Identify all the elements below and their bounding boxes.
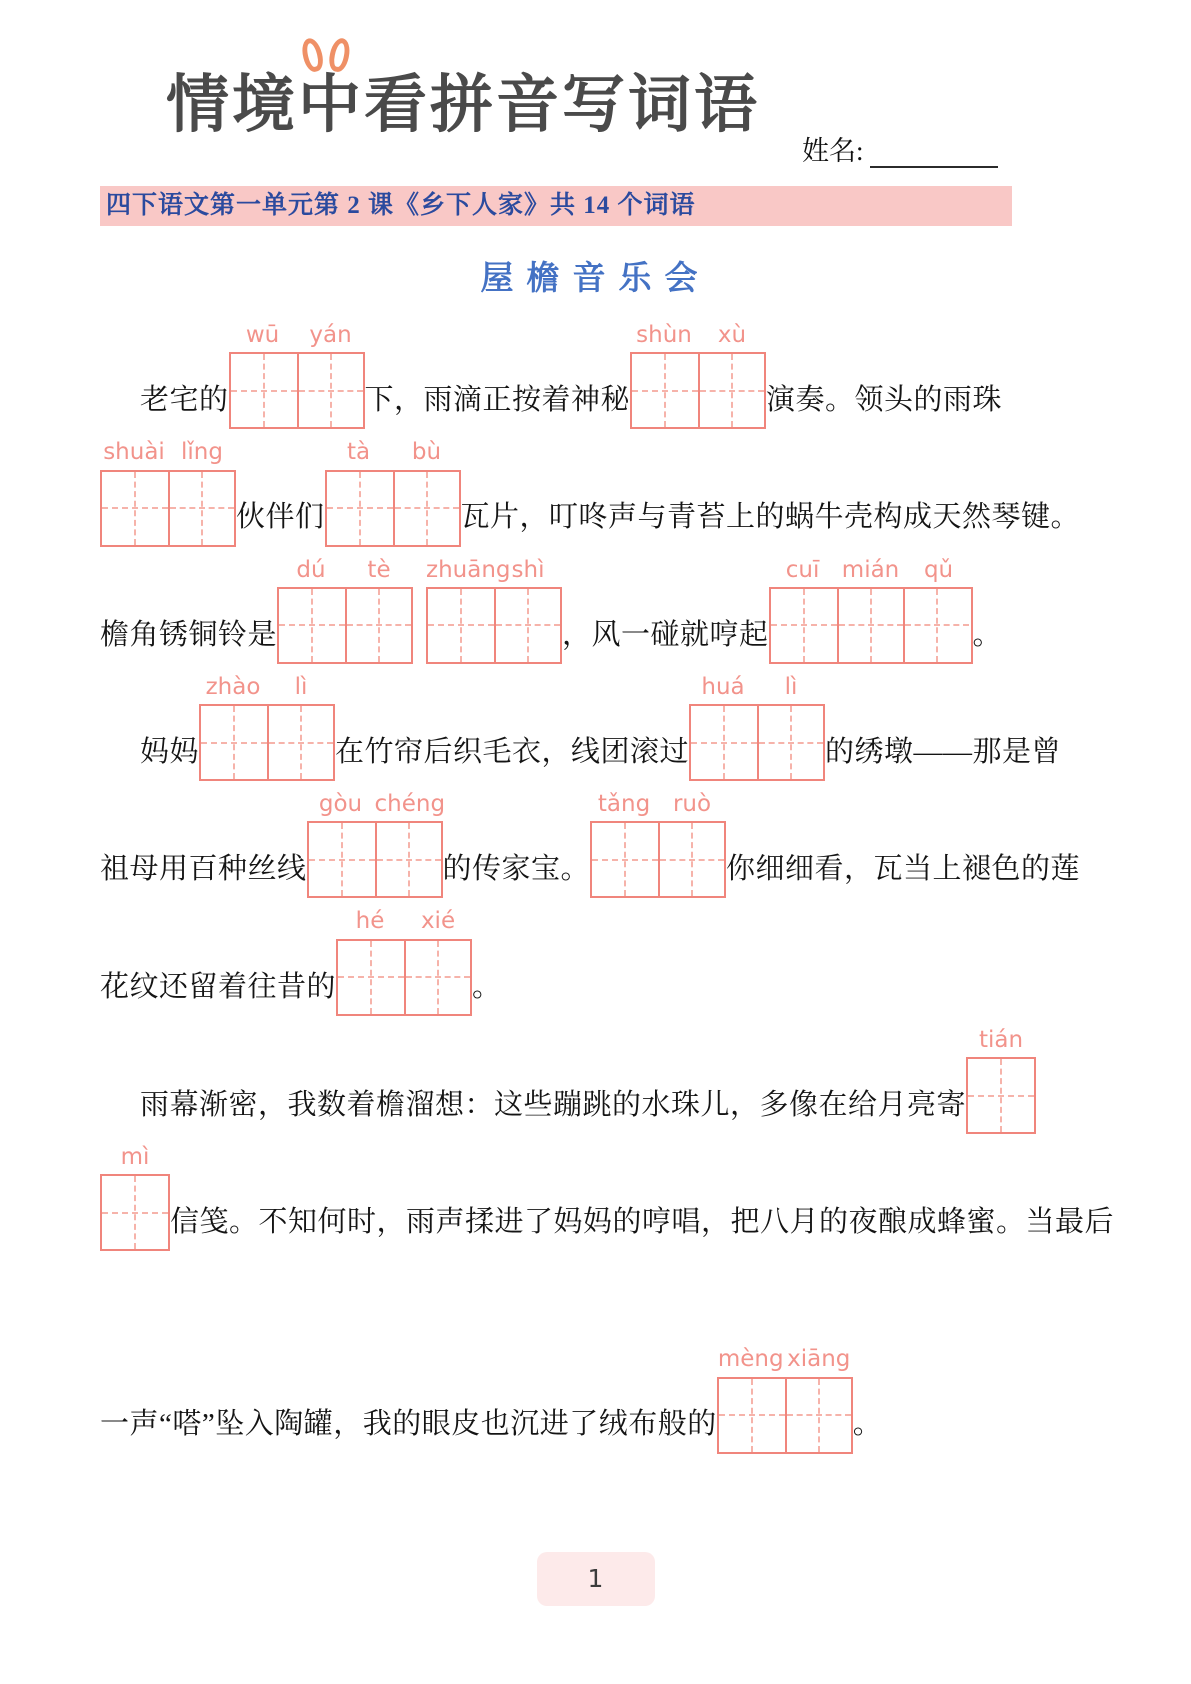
writing-cells [277,587,413,664]
logo-text-zhong: 中 [298,68,364,141]
writing-cells [966,1057,1036,1134]
pinyin-syllable: dú [296,556,326,583]
sentence-text: 。 [972,618,1003,651]
writing-cell[interactable] [279,589,345,662]
pinyin-syllable: yán [309,322,352,348]
writing-cells [199,704,335,781]
sentence-text: 演奏。领头的雨珠 [766,384,1003,417]
pinyin-word-box-wū-yán [229,323,365,429]
sentence-text: 的传家宝。 [442,853,591,886]
pinyin-label [426,558,562,583]
pinyin-syllable: shì [511,556,545,583]
writing-cells [336,939,472,1016]
logo-text-right: 看拼音写词语 [364,68,760,141]
writing-cells [689,704,825,781]
sentence-line-4 [100,675,1091,781]
pinyin-label [199,675,335,700]
writing-cell[interactable] [785,1379,851,1452]
writing-cell[interactable] [719,1379,785,1452]
sentence-text: 花纹还留着往昔的 [100,970,337,1003]
pinyin-syllable: xié [420,908,456,935]
writing-cell[interactable] [102,1176,168,1249]
pinyin-word-box-cuī-mián-qǔ [769,558,973,664]
pinyin-label [769,558,973,583]
writing-cell[interactable] [231,354,297,427]
writing-cells [325,470,461,547]
writing-cells [100,1174,170,1251]
sentence-line-1 [100,323,1091,429]
writing-cells [590,821,726,898]
pinyin-label [689,675,825,700]
writing-cell[interactable] [691,706,757,779]
pinyin-syllable: tà [346,439,371,466]
pinyin-word-box-tián [966,1028,1036,1134]
pinyin-syllable: qǔ [923,556,954,583]
pinyin-syllable: zhào [205,673,261,700]
writing-cells [307,821,443,898]
writing-cell[interactable] [968,1059,1034,1132]
writing-cell[interactable] [297,354,363,427]
sentence-text: 的绣墩——那是曾 [825,735,1062,768]
writing-cells [229,352,365,429]
writing-cell[interactable] [658,823,724,896]
pinyin-syllable: xù [717,322,747,348]
pinyin-word-box-dú-tè [277,558,413,664]
pinyin-label [307,791,446,818]
logo-text-left: 情境 [166,68,298,141]
sentence-line-6 [100,909,1091,1015]
sentence-text: 瓦片，叮咚声与青苔上的蜗牛壳构成天然琴键。 [460,501,1081,534]
writing-cell[interactable] [267,706,333,779]
pinyin-syllable: bù [411,439,442,466]
sentence-text: 妈妈 [140,735,200,768]
sentence-text: 一声“嗒”坠入陶罐，我的眼皮也沉进了绒布般的 [100,1408,717,1441]
sentence-text: ，风一碰就哼起 [562,618,769,651]
pinyin-label [336,909,472,934]
writing-cell[interactable] [201,706,267,779]
pinyin-syllable: ruò [672,791,712,818]
writing-cell[interactable] [338,941,404,1014]
pinyin-word-box-huá-lì [689,675,825,781]
pinyin-word-box-shuài-lǐng [100,440,236,546]
pinyin-syllable: tè [367,556,391,583]
writing-cell[interactable] [698,354,764,427]
pinyin-word-box-hé-xié [336,909,472,1015]
sentence-line-3 [100,558,1091,664]
pinyin-word-box-mèng-xiāng [717,1347,853,1453]
writing-cell[interactable] [345,589,411,662]
pinyin-label [325,440,461,465]
pinyin-word-box-mì [100,1145,170,1251]
pinyin-label [590,792,726,817]
sentence-text: 老宅的 [140,384,229,417]
pinyin-syllable: gòu [318,791,363,818]
pinyin-label [717,1347,853,1372]
sentence-text: 伙伴们 [236,501,325,534]
pinyin-syllable: lì [294,673,308,700]
writing-cell[interactable] [404,941,470,1014]
sentence-line-2 [100,440,1091,546]
writing-cell[interactable] [375,823,441,896]
pinyin-syllable: mián [841,556,900,583]
pinyin-label [966,1028,1036,1053]
sentence-text: 信笺。不知何时，雨声揉进了妈妈的哼唱，把八月的夜酿成蜂蜜。当最后 [170,1206,1115,1239]
page-number-badge: 1 [537,1552,655,1606]
writing-cell[interactable] [837,589,903,662]
worksheet-body [100,322,1115,1454]
writing-cells [769,587,973,664]
pinyin-syllable: lì [784,673,798,700]
writing-cell[interactable] [757,706,823,779]
pinyin-syllable: huá [701,673,745,700]
writing-cells [717,1377,853,1454]
sentence-text: 在竹帘后织毛衣，线团滚过 [335,735,690,768]
sentence-text: 。 [852,1408,883,1441]
pinyin-syllable: lǐng [181,439,223,466]
name-label: 姓名: [802,136,864,166]
pinyin-word-box-zhuāng-shì [426,558,562,664]
pinyin-syllable: shuài [103,439,165,466]
pinyin-syllable: shùn [636,322,692,348]
pinyin-syllable: mèng [717,1346,784,1373]
sentence-text: 雨幕渐密，我数着檐溜想：这些蹦跳的水珠儿，多像在给月亮寄 [140,1088,967,1121]
pinyin-syllable: cuī [785,556,820,583]
sentence-line-7 [100,1028,1091,1134]
page-title: 屋檐音乐会 [480,261,711,297]
writing-cell[interactable] [327,472,393,545]
pinyin-label [100,1145,170,1170]
pinyin-label [630,323,766,348]
page-header [0,0,1191,172]
sentence-text: 祖母用百种丝线 [100,853,307,886]
writing-cell[interactable] [632,354,698,427]
writing-cells [426,587,562,664]
pinyin-word-box-gòu-chéng [307,791,446,898]
name-row [802,129,998,168]
logo-zhong-character [298,64,364,146]
writing-cell[interactable] [903,589,969,662]
writing-cell[interactable] [428,589,494,662]
writing-cell[interactable] [168,472,234,545]
lesson-banner: 四下语文第一单元第 2 课《乡下人家》共 14 个词语 [100,186,1012,226]
pinyin-syllable: wū [245,322,280,348]
pinyin-label [229,323,365,348]
writing-cells [100,470,236,547]
sentence-text: 你细细看，瓦当上褪色的莲 [726,853,1081,886]
name-input-line[interactable] [870,142,998,168]
pinyin-syllable: tǎng [597,791,651,818]
writing-cell[interactable] [592,823,658,896]
pinyin-syllable: tián [978,1026,1024,1053]
writing-cell[interactable] [309,823,375,896]
sentence-line-9 [100,1347,1091,1453]
pinyin-syllable: chéng [374,791,446,818]
pinyin-label [277,558,413,583]
pinyin-word-box-shùn-xù [630,323,766,429]
writing-cells [630,352,766,429]
pinyin-syllable: mì [120,1144,150,1171]
pinyin-word-box-zhào-lì [199,675,335,781]
writing-cell[interactable] [393,472,459,545]
writing-cell[interactable] [102,472,168,545]
sentence-text: 檐角锈铜铃是 [100,618,278,651]
sentence-text: 。 [472,970,502,1003]
sentence-line-5 [100,792,1091,898]
pinyin-syllable: zhuāng [426,556,511,583]
sentence-text: 下，雨滴正按着神秘 [364,384,631,417]
pinyin-syllable: xiāng [787,1346,851,1373]
pinyin-word-box-tà-bù [325,440,461,546]
sentence-line-8 [100,1144,1115,1251]
pinyin-label [100,440,236,465]
pinyin-word-box-tǎng-ruò [590,792,726,898]
logo [166,64,760,146]
writing-cell[interactable] [494,589,560,662]
writing-cell[interactable] [771,589,837,662]
pinyin-syllable: hé [355,908,385,935]
